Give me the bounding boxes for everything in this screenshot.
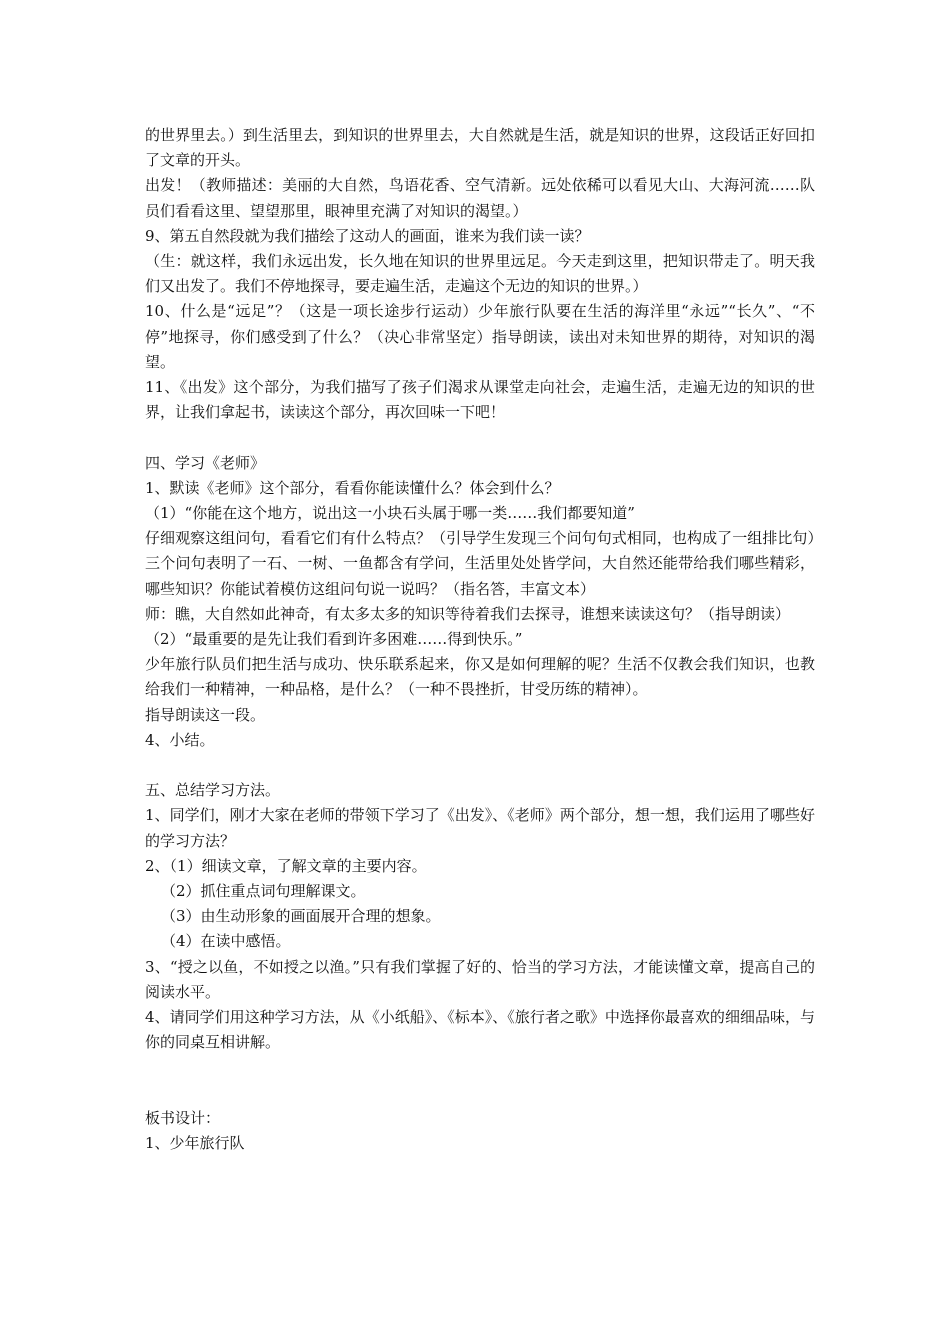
- paragraph-method-2-item-3: （3）由生动形象的画面展开合理的想象。: [161, 907, 441, 926]
- document-page: [145, 123, 815, 1156]
- paragraph-method-3: 3、“授之以鱼，不如授之以渔。”只有我们掌握了好的、恰当的学习方法，才能读懂文章，提高自己的阅读水平。: [145, 957, 815, 1001]
- paragraph-q9: 9、第五自然段就为我们描绘了这动人的画面，谁来为我们读一读？: [145, 226, 590, 245]
- paragraph-quote-2: （2）“最重要的是先让我们看到许多困难……得到快乐。”: [145, 630, 523, 649]
- paragraph-method-2: 2、（1）细读文章，了解文章的主要内容。: [145, 856, 427, 875]
- paragraph-summary: 4、小结。: [145, 730, 215, 749]
- paragraph-teacher-remark: 师：瞧，大自然如此神奇，有太多太多的知识等待着我们去探寻，谁想来读读这句？（指导朗读）: [145, 604, 791, 623]
- paragraph-silent-read: 1、默读《老师》这个部分，看看你能读懂什么？体会到什么？: [145, 478, 560, 497]
- board-design-item-1: 1、少年旅行队: [145, 1134, 245, 1153]
- paragraph-method-2-item-2: （2）抓住重点词句理解课文。: [161, 882, 366, 901]
- blank-line: [145, 753, 815, 778]
- paragraph-observe-questions: 仔细观察这组问句，看看它们有什么特点？（引导学生发现三个问句句式相同，也构成了一组排比句）三个问句表明了一石、一树、一鱼都含有学问，生活里处处皆学问，大自然还能带给我们哪些精彩，哪些知识？你能试着模仿这组问句说一说吗？（指名答，丰富文本）: [145, 529, 815, 598]
- paragraph-quote-1: （1）“你能在这个地方，说出这一小块石头属于哪一类……我们都要知道”: [145, 504, 635, 523]
- section-heading-methods: 五、总结学习方法。: [145, 781, 281, 800]
- paragraph-method-4: 4、请同学们用这种学习方法，从《小纸船》、《标本》、《旅行者之歌》中选择你最喜欢的细细品味，与你的同桌互相讲解。: [145, 1008, 815, 1052]
- paragraph-intro-end: 的世界里去。）到生活里去，到知识的世界里去，大自然就是生活，就是知识的世界，这段话正好回扣了文章的开头。: [145, 126, 815, 170]
- section-heading-teacher: 四、学习《老师》: [145, 453, 266, 472]
- board-design-heading: 板书设计：: [145, 1108, 221, 1127]
- paragraph-q11: 11、《出发》这个部分，为我们描写了孩子们渴求从课堂走向社会，走遍生活，走遍无边的知识的世界，让我们拿起书，读读这个部分，再次回味一下吧！: [145, 378, 815, 422]
- paragraph-guided-reading: 指导朗读这一段。: [145, 705, 266, 724]
- paragraph-method-2-item-4: （4）在读中感悟。: [161, 932, 291, 951]
- paragraph-life-success: 少年旅行队员们把生活与成功、快乐联系起来，你又是如何理解的呢？生活不仅教会我们知识，也教给我们一种精神，一种品格，是什么？（一种不畏挫折，甘受历练的精神）。: [145, 655, 815, 699]
- paragraph-student-answer: （生：就这样，我们永远出发，长久地在知识的世界里远足。今天走到这里，把知识带走了。明天我们又出发了。我们不停地探寻，要走遍生活，走遍这个无边的知识的世界。）: [145, 252, 815, 296]
- paragraph-q10: 10、什么是“远足”？（这是一项长途步行运动）少年旅行队要在生活的海洋里“永远”“长久”、“不停”地探寻，你们感受到了什么？（决心非常坚定）指导朗读，读出对未知世界的期待，对知识的渴望。: [145, 302, 815, 371]
- blank-line: [145, 425, 815, 450]
- paragraph-departure: 出发！（教师描述：美丽的大自然，鸟语花香、空气清新。远处依稀可以看见大山、大海河流……队员们看看这里、望望那里，眼神里充满了对知识的渴望。）: [145, 176, 815, 220]
- paragraph-method-1: 1、同学们，刚才大家在老师的带领下学习了《出发》、《老师》两个部分，想一想，我们运用了哪些好的学习方法？: [145, 806, 815, 850]
- blank-line: [145, 1055, 815, 1105]
